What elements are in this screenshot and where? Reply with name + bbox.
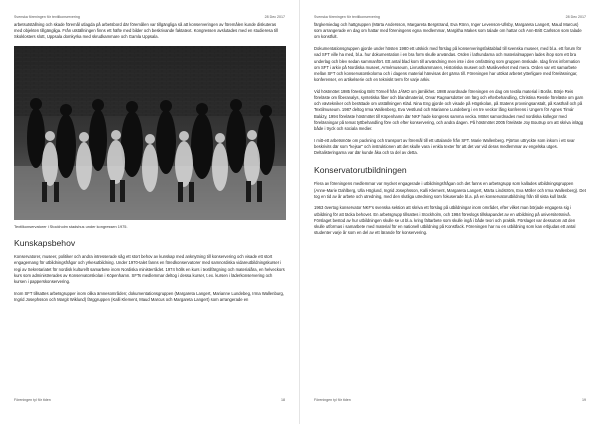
body-paragraph: färgkemiedag och hattgruppen (Märta Andersson, Margareta Bergstrand, Eva Rönn, Inger Levenson-Ullsby, Margareta Langert, Maud Marcus) som arrangerade en dag om hattar med föreningens egna medlemmar, Margitha Makes som talade om hattar och Ann-Britt Carlsson som talade om konstfult. bbox=[314, 22, 582, 40]
header-date: 28 Dec 2017 bbox=[264, 15, 285, 19]
header-org: Svenska föreningen för textilkonservering bbox=[314, 15, 380, 19]
section-title-kunskapsbehov: Kunskapsbehov bbox=[14, 238, 76, 249]
body-paragraph: Flera av föreningens medlemmar var mycket engagerade i utbildningsfrågan och det fanns en arbetsgrupp som kallades utbildningsgruppen (Anne-Marie Dahlberg, Ulla Höglund, Ingrid Josephsson, Kalli Klement, Margareta Langert, Märta Lindström, Eva Möller och Irma Wallenberg). Det tog en tid av år arbete och utredning, med den slutliga utredning som fokuserade bl.a. på en konservatorutbildning från till sista kull läsår. bbox=[314, 181, 586, 199]
page-footer bbox=[314, 398, 586, 402]
body-paragraph: I mitt-ett arbetsmöte om packning och transport av föremål till ett uttalande från SFT. Marie Wallenberg. Pjörton uttryckte som inkom i ett svar beskrivits där som ”kejsar” och instruktionen att det skulle vara i enkla texter för att det var vid deras medlemmar av engelska utges. Deltalisteringarna var där kunde åka och ta del av detta. bbox=[314, 137, 575, 156]
page-header bbox=[14, 15, 285, 22]
right-page bbox=[300, 0, 600, 424]
body-paragraph: Konservatorer, museer, politiker och andra intresserade såg ett stort behov av kunskap med anknytning till konservering och visade ett stort engagemang för utbildningsfrågor och yrkesutbildning. Under 1970-talet fanns en föredkonservatorer med samnordiska vidareutbildningskurser i regi av Sekretariatet för nordisk kulturellt samarbete inom Nordiska ministerrådet. 1974 hölls en kurs i textilfärgning och materialåra, en helveckors kurs som administrerades av Konservatorskolan i Köpenhamn. SFTs medlemmar deltog i dessa kurser, t.ex. kursen i läderkonservering och kursen i papperskonservering. bbox=[14, 254, 285, 284]
header-date: 28 Dec 2017 bbox=[565, 15, 586, 19]
photo-caption: Textilkonservatorer i Stockholm stadshus under kongressen 1975. bbox=[14, 224, 128, 230]
intro-paragraph: arbetsutställning och skade föremål utlagda på arbetsbord där föremålen var tillgängliga så att konserveringen av föremålen kunde diskuteras med objekten tillgängliga. Från utställningen finns ett häfte med bilder och beskrivande faktatext. Kongressen avslutades med en studieresa till Skoklosters slott, Uppsala domkyrka med skrudkammare och Gamla Uppsala. bbox=[14, 22, 278, 40]
footer-title: Föreningen tyl för tiden bbox=[14, 398, 51, 402]
footer-title: Föreningen tyl för tiden bbox=[314, 398, 351, 402]
page-header bbox=[314, 15, 586, 22]
page-number: 19 bbox=[582, 398, 586, 402]
header-org: Svenska föreningen för textilkonservering bbox=[14, 15, 80, 19]
congress-photo bbox=[14, 46, 286, 220]
page-number: 18 bbox=[281, 398, 285, 402]
body-paragraph: Vid höstmötet 1985 föreslog Britt Törnell från JÄMO om jämlikhet. 1988 anordnade föreningen en dag om textila material i Borås. Börje Reis föreläste om fiberanalys, syntetiska fiber och blandmaterial, Orvar Ragnarsdotter om färg och efterbehandling, Christina Ressle föreläste om garn och vävtekniker och berättade om utställningen Kläd. Nina Eng gjorde och visade på Högskolan, på Statens provningsanstalt, på Kasthall och på Textilmuseum. 1987 deltog Irma Wallenberg, Eva Vestlund och Marianne Lundeberg i en tre veckor lång konferens i Ungern för Agnes Timár Balázy, 1994 föreläste höstmötet till Köpenhamn där NKF hade kongress samma vecka. Mötet samordnades med nordiska kollegor med föreläsningar på temat tyttbehandling före och efter konservering, och andra dagen. På höstmötet 2005 föreläste Joy Boutrup om att skriva inlägg både i tryck och sociala medier. bbox=[314, 88, 584, 132]
body-paragraph: Dokumentationsgruppen gjorde under hösten 1980 ett utskick med förslag på konserveringsfaktablad till svenska museer, med bl.a. ett forum för vad SFT ville ha med, bl.a. hur dokumentation i en bra form skulle användas. Orden i lathundarna och materialmappen lades ihop som ett bra underlag och blev sedan sammanfört. Ett antal blad kom till användning men inte i den omfattning som gruppen önskade. Idag finns information om SFT i arkiv på Nordiska museet, Armémuseum, Livrustkammaren, Historiska museet och Musikverket med mera. Orden var ett samarbete mellan SFT och konservatorskolorna och i dagens material hänvisas det gärna till. Föreningen har utökat arbetet ytterligare med föreläsningar, konferenser, en artikelserie och en tekniskt term för varje arkiv. bbox=[314, 46, 582, 83]
body-paragraph: Inom SFT tillsattes arbetsgrupper inom olika ämnesområden; dokumentationsgruppen (Margareta Langert, Marianne Lundebeg, Irma Wallenburg, Ingrid Josephsson och Margit Wiklund) färggruppen (Kalli Klement, Maud Marcus och Margareta Langert) som arrangerade en bbox=[14, 290, 285, 302]
page-footer bbox=[14, 398, 285, 402]
section-title-konservatorutbildningen: Konservatorutbildningen bbox=[314, 165, 407, 176]
body-paragraph: 1963 övertog konservator NKF's svenska sektion att skriva ett förslag på utbildningar inom området, efter vilket man började engagera sig i utbildning för att täcka behovet. En arbetsgrupp tillsattes i Stockholm, och 1984 föreslogs tillskapandet av en utbildning på universitetsnivå. Förslaget bestod av hur utbildningen skulle se ut bl.a. kring fältarbete som skulle ingå i både teori och praktik. Förslaget var dessutom att den skulle utformas i samarbete med material för en nationell utbildning på Konstfack. Föreningen har nu en utbildning som kan erbjudas ett antal studenter varje år som en del av ett lärande för konservering. bbox=[314, 205, 576, 236]
